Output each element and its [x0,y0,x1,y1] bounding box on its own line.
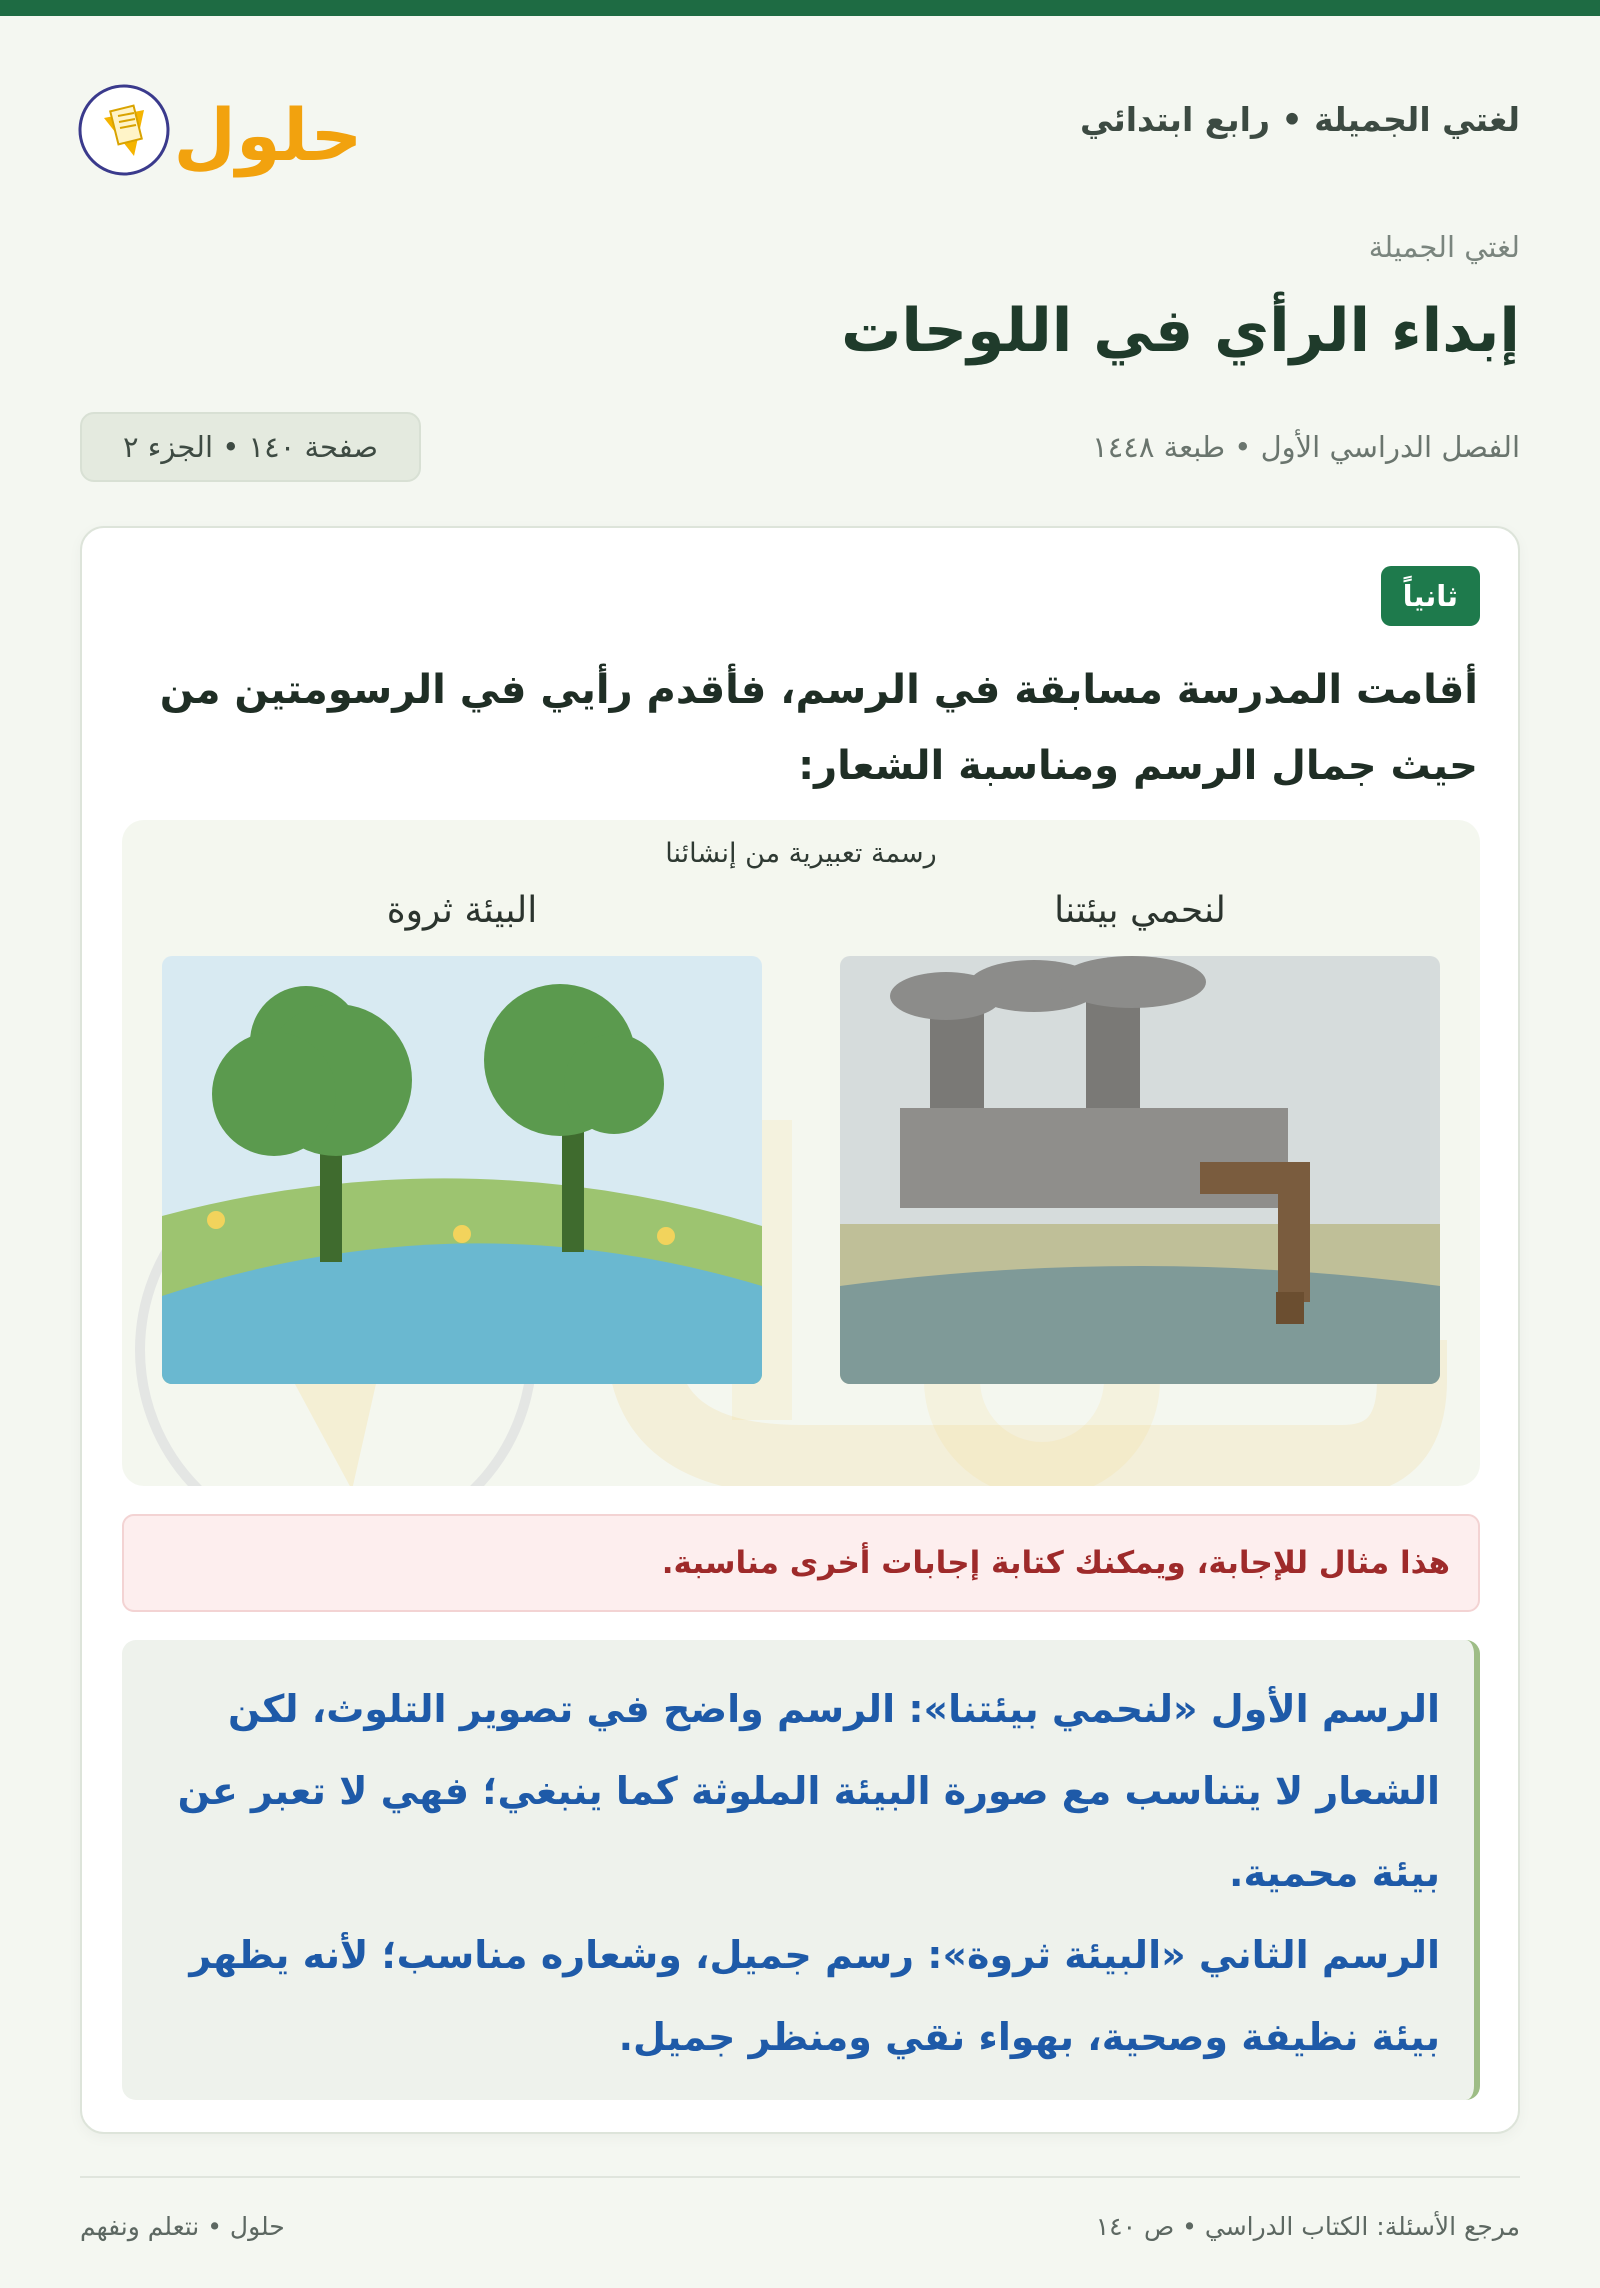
footer-brand[interactable]: حلول • نتعلم ونفهم [80,2212,285,2241]
answer-paragraph-1: الرسم الأول «لنحمي بيئتنا»: الرسم واضح في تصوير التلوث، لكن الشعار لا يتناسب مع صورة البيئة الملوثة كما ينبغي؛ فهي لا تعبر عن بيئة محمية. [177,1687,1440,1895]
figure-caption: رسمة تعبيرية من إنشائنا [665,838,937,869]
page-meta: الفصل الدراسي الأول • طبعة ١٤٤٨ [1092,430,1520,464]
example-answer-note: هذا مثال للإجابة، ويمكنك كتابة إجابات أخرى مناسبة. [122,1514,1480,1612]
footer-divider [80,2176,1520,2178]
site-logo[interactable] [78,64,358,184]
trees-nature-illustration [162,956,762,1384]
question-text: أقامت المدرسة مسابقة في الرسم، فأقدم رأيي في الرسومتين من حيث جمال الرسم ومناسبة الشعار: [159,667,1478,789]
top-accent-bar [0,0,1600,16]
illustration-figure [122,820,1480,1486]
answer-paragraph-2: الرسم الثاني «البيئة ثروة»: رسم جميل، وشعاره مناسب؛ لأنه يظهر بيئة نظيفة وصحية، بهواء نقي ومنظر جميل. [189,1933,1440,2059]
logo-text: حلول [173,93,358,177]
section-badge: ثانياً [1381,566,1480,626]
header-subject: لغتي الجميلة • رابع ابتدائي [1079,100,1520,139]
panel-title-factory: لنحمي بيئتنا [1054,890,1226,931]
page-title: إبداء الرأي في اللوحات [841,296,1520,366]
panel-title-trees: البيئة ثروة [386,890,538,931]
factory-pollution-illustration [840,956,1440,1384]
footer-reference: مرجع الأسئلة: الكتاب الدراسي • ص ١٤٠ [1095,2212,1520,2241]
exercise-card [80,526,1520,2134]
answer-box [122,1640,1480,2100]
breadcrumb[interactable]: لغتي الجميلة [1368,230,1520,264]
page-reference-pill: صفحة ١٤٠ • الجزء ٢ [80,412,421,482]
